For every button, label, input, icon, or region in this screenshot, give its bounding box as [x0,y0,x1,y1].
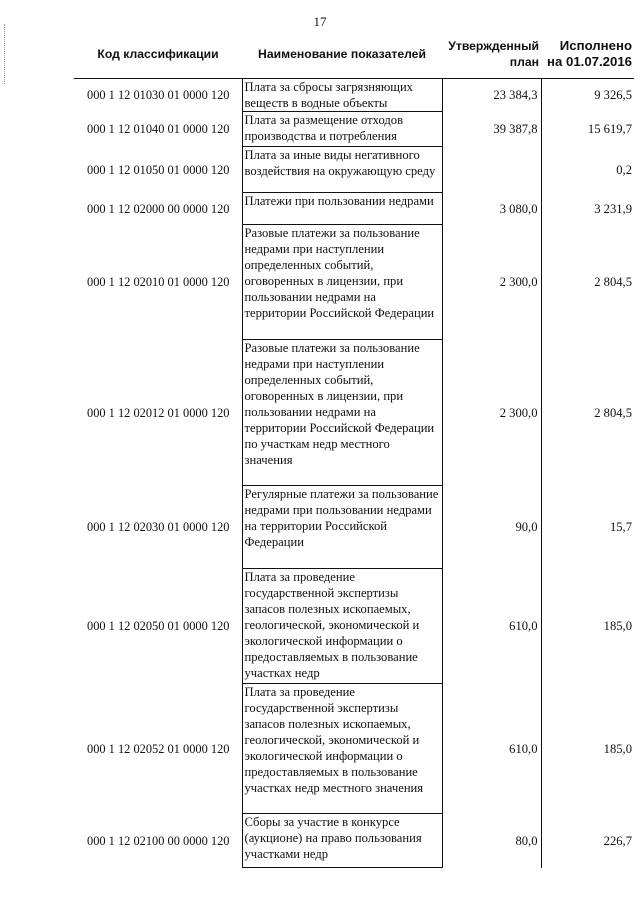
row-name: Разовые платежи за пользование недрами при наступлении определенных событий, оговоренных в лицензии, при пользовании недрами на территории Российской Федерации [242,225,442,340]
row-done: 15 619,7 [587,122,632,136]
table-row [74,193,634,225]
row-done: 185,0 [603,619,632,633]
row-name: Платежи при пользовании недрами [242,193,442,225]
table-row [74,569,634,684]
row-plan: 2 300,0 [442,225,541,340]
table-row [74,225,634,340]
row-name: Плата за иные виды негативного воздействия на окружающую среду [242,147,442,193]
row-name: Плата за проведение государственной экспертизы запасов полезных ископаемых, геологической, экономической и экологической информации о предоставляемых в пользование участках недр [242,569,442,684]
row-name: Сборы за участие в конкурсе (аукционе) на право пользования участками недр [242,814,442,868]
row-plan [442,147,541,193]
table-row [74,147,634,193]
row-name: Плата за проведение государственной экспертизы запасов полезных ископаемых, геологической, экономической и экологической информации о предоставляемых в пользование участках недр местного значения [242,684,442,814]
row-code: 000 1 12 02100 00 0000 120 [87,833,230,848]
row-plan: 610,0 [442,684,541,814]
row-plan: 3 080,0 [442,193,541,225]
row-plan: 39 387,8 [442,112,541,147]
row-plan: 23 384,3 [442,79,541,112]
row-done: 9 326,5 [594,88,632,103]
table-row [74,684,634,814]
header-classification-code: Код классификации [74,30,242,79]
scan-margin-mark [4,24,7,84]
table-row [74,79,634,112]
row-done: 2 804,5 [594,405,632,420]
row-done: 2 804,5 [594,275,632,289]
row-plan: 2 300,0 [442,340,541,486]
row-code: 000 1 12 01050 01 0000 120 [87,162,230,177]
row-name: Регулярные платежи за пользование недрами при пользовании недрами на территории Российской Федерации [242,486,442,569]
row-plan: 610,0 [442,569,541,684]
row-name: Плата за сбросы загрязняющих веществ в водные объекты [242,79,442,112]
row-code: 000 1 12 02052 01 0000 120 [87,741,230,756]
header-executed: Исполнено на 01.07.2016 [541,30,634,79]
row-done: 3 231,9 [594,201,632,216]
row-code: 000 1 12 02050 01 0000 120 [87,619,230,633]
row-name: Плата за размещение отходов производства и потребления [242,112,442,147]
page-number: 17 [313,14,327,29]
row-plan: 90,0 [442,486,541,569]
header-approved-plan: Утвержденный план [442,30,541,79]
table-header-row [74,30,634,79]
row-done: 0,2 [616,162,632,177]
row-code: 000 1 12 01040 01 0000 120 [87,122,230,136]
row-code: 000 1 12 01030 01 0000 120 [87,88,230,103]
row-plan: 80,0 [442,814,541,868]
row-done: 226,7 [603,833,632,848]
row-done: 15,7 [609,520,632,534]
table-row [74,112,634,147]
table-row [74,814,634,868]
table-row [74,486,634,569]
row-code: 000 1 12 02000 00 0000 120 [87,201,230,216]
row-code: 000 1 12 02030 01 0000 120 [87,520,230,534]
row-code: 000 1 12 02012 01 0000 120 [87,405,230,420]
budget-execution-table [74,30,634,868]
header-indicator-name: Наименование показателей [242,30,442,79]
row-name: Разовые платежи за пользование недрами при наступлении определенных событий, оговоренных в лицензии, при пользовании недрами на территории Российской Федерации по участкам недр местного значения [242,340,442,486]
table-row [74,340,634,486]
row-code: 000 1 12 02010 01 0000 120 [87,275,230,289]
row-done: 185,0 [603,741,632,756]
